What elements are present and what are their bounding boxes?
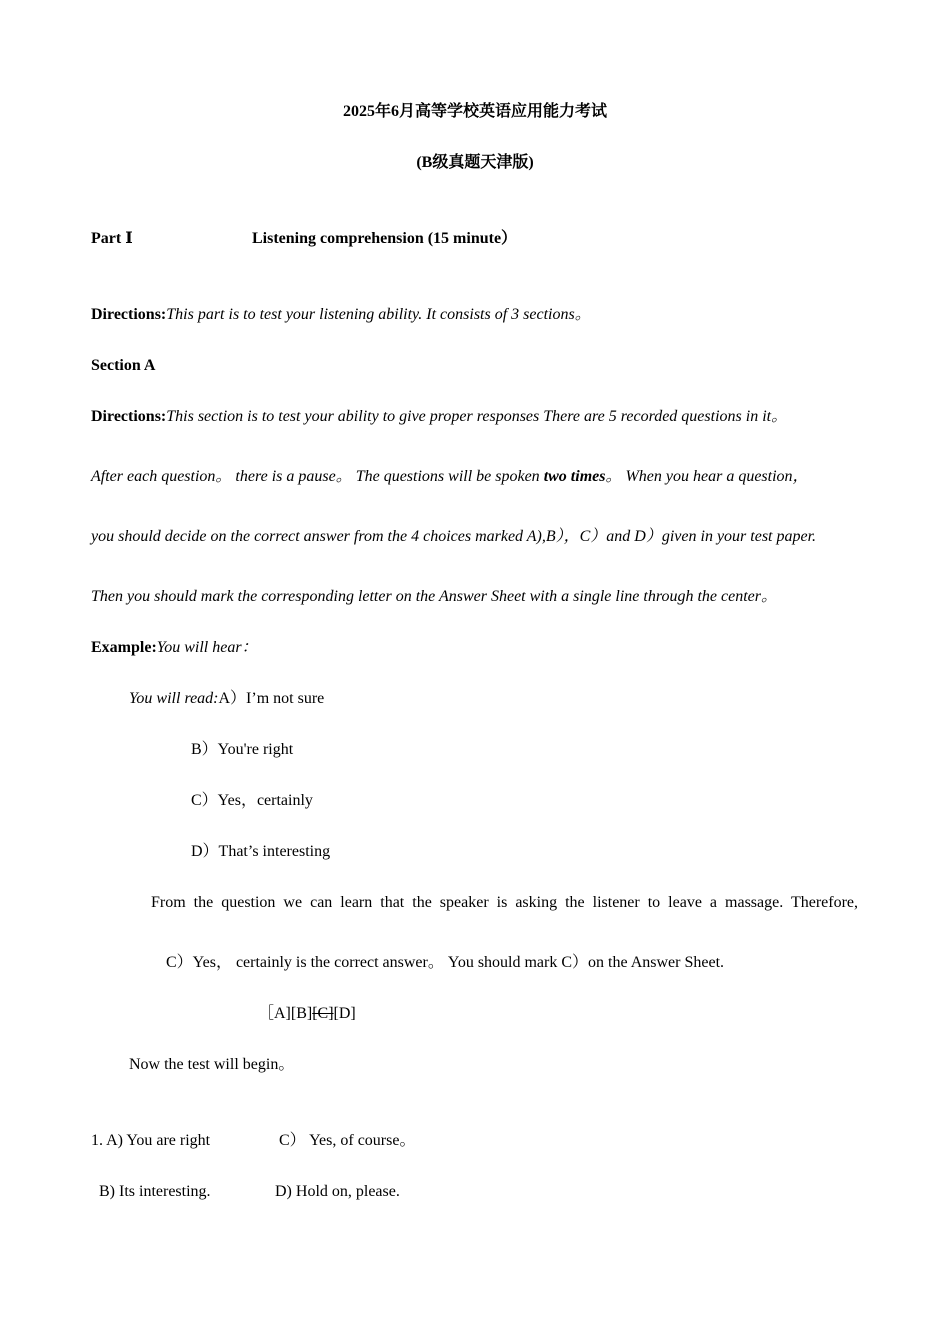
answer-option-marked: [C] [312, 1005, 334, 1022]
example-option-d: D）That’s interesting [191, 843, 331, 860]
section-a-directions-line-1 [91, 407, 787, 427]
question-1-row-1 [91, 1131, 210, 1151]
example-option-a: A）I’m not sure [218, 690, 325, 707]
section-a-directions-text-2b: 。 When you hear a question， [605, 468, 809, 485]
part-directions [91, 305, 591, 325]
example-line [91, 638, 258, 658]
section-a-directions-text-2a: After each question。 there is a pause。 The questions will be spoken [91, 468, 544, 485]
directions-text: This part is to test your listening ability. It consists of 3 sections。 [166, 306, 591, 323]
example-label: Example: [91, 639, 157, 656]
section-a-directions-label: Directions: [91, 408, 167, 425]
example-explanation-line-2: C）Yes， certainly is the correct answer。 You should mark C）on the Answer Sheet. [166, 954, 725, 971]
question-1-option-c: C） Yes, of course。 [279, 1132, 416, 1149]
section-a-directions-text-1: This section is to test your ability to give proper responses There are 5 recorded questions in it。 [166, 408, 788, 425]
question-1-option-b: B) Its interesting. [99, 1183, 211, 1200]
answer-options-pre: ［A][B] [258, 1005, 313, 1022]
example-read-line [129, 689, 324, 709]
example-explanation-line-1: From the question we can learn that the speaker is asking the listener to leave a massage. Therefore, [151, 894, 858, 911]
question-1-option-a: A) You are right [106, 1132, 211, 1149]
spoken-times-emphasis: two times [543, 468, 606, 485]
question-1-option-d: D) Hold on, please. [275, 1183, 400, 1200]
section-a-directions-line-3: you should decide on the correct answer from the 4 choices marked A),B），C）and D）given in your test paper. [91, 528, 817, 545]
document-subtitle: (B级真题天津版) [416, 154, 534, 171]
question-1-number: 1. [91, 1132, 103, 1149]
example-read-label: You will read: [129, 690, 219, 707]
part-label: Part Ⅰ [91, 230, 133, 247]
section-a-directions-line-4: Then you should mark the corresponding letter on the Answer Sheet with a single line through the center。 [91, 588, 777, 605]
test-begin-note: Now the test will begin。 [129, 1056, 295, 1073]
example-option-c: C）Yes，certainly [191, 792, 313, 809]
example-option-b: B）You're right [191, 741, 294, 758]
part-heading: Listening comprehension (15 minute） [252, 230, 518, 247]
section-a-directions-line-2 [91, 467, 809, 487]
answer-options-post: [D] [333, 1005, 356, 1022]
example-hear: You will hear： [156, 639, 258, 656]
example-answer-marking [258, 1004, 356, 1024]
section-a-title: Section A [91, 357, 156, 374]
directions-label: Directions: [91, 306, 167, 323]
document-title: 2025年6月高等学校英语应用能力考试 [342, 103, 607, 120]
